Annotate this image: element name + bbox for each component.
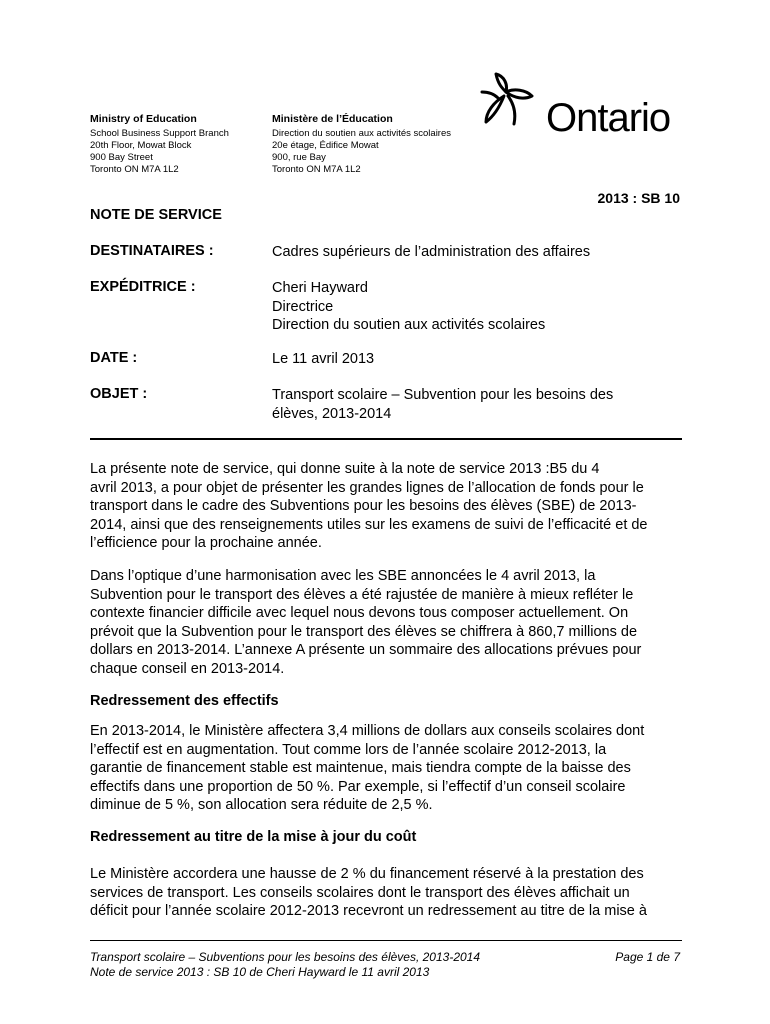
french-address-block	[272, 113, 451, 176]
from-line: Directrice	[272, 298, 334, 315]
paragraph-funding	[90, 567, 682, 678]
paragraph-cost-update	[90, 865, 682, 921]
ontario-wordmark: Ontario	[546, 96, 671, 140]
section-heading-enrolment: Redressement des effectifs	[90, 693, 279, 709]
text-line: prévoit que la Subvention pour le transport des élèves se chiffrera à 860,7 millions de	[90, 623, 638, 640]
text-line: garantie de financement stable est maintenue, mais tiendra compte de la baisse des	[90, 760, 631, 776]
footer-line: Note de service 2013 : SB 10 de Cheri Hayward le 11 avril 2013	[90, 964, 430, 979]
ministry-name-en: Ministry of Education	[90, 113, 197, 125]
text-line: contexte financier difficile avec lequel nous devons tous composer actuellement. On	[90, 605, 629, 621]
text-line: Le Ministère accordera une hausse de 2 % du financement réservé à la prestation des	[90, 866, 644, 882]
memo-title: NOTE DE SERVICE	[90, 207, 222, 223]
subject-value	[272, 386, 613, 423]
footer-divider	[90, 940, 682, 941]
text-line: services de transport. Les conseils scolaires dont le transport des élèves affichait un	[90, 884, 630, 901]
text-line: l’effectif est en augmentation. Tout comme lors de l’année scolaire 2012-2013, la	[90, 741, 607, 758]
address-line: 900 Bay Street	[90, 152, 153, 163]
address-line: School Business Support Branch	[90, 128, 229, 139]
date-value: Le 11 avril 2013	[272, 351, 375, 367]
address-line: 20e étage, Édifice Mowat	[272, 140, 379, 151]
date-label: DATE :	[90, 350, 138, 366]
footer-text	[90, 950, 480, 979]
english-address-block	[90, 113, 229, 176]
to-label: DESTINATAIRES :	[90, 243, 214, 259]
address-line: Direction du soutien aux activités scolaires	[272, 128, 452, 139]
ministry-name-fr: Ministère de l’Éducation	[272, 113, 393, 125]
from-line: Cheri Hayward	[272, 280, 368, 296]
to-value: Cadres supérieurs de l’administration des affaires	[272, 244, 591, 260]
text-line: diminue de 5 %, son allocation sera réduite de 2,5 %.	[90, 797, 433, 813]
subject-line: Transport scolaire – Subvention pour les besoins des	[272, 387, 614, 403]
subject-line: élèves, 2013-2014	[272, 405, 392, 422]
footer-line: Transport scolaire – Subventions pour les besoins des élèves, 2013-2014	[90, 950, 481, 964]
text-line: La présente note de service, qui donne suite à la note de service 2013 :B5 du 4	[90, 461, 600, 477]
address-line: Toronto ON M7A 1L2	[272, 164, 361, 175]
from-value	[272, 279, 545, 335]
address-line: 900, rue Bay	[272, 152, 326, 163]
text-line: avril 2013, a pour objet de présenter les grandes lignes de l’allocation de fonds pour le	[90, 479, 644, 496]
address-line: Toronto ON M7A 1L2	[90, 164, 179, 175]
text-line: 2014, ainsi que des renseignements utiles sur les examens de suivi de l’efficacité et de	[90, 516, 648, 533]
text-line: transport dans le cadre des Subventions pour les besoins des élèves (SBE) de 2013-	[90, 498, 637, 514]
section-heading-cost-update: Redressement au titre de la mise à jour du coût	[90, 829, 417, 845]
subject-label: OBJET :	[90, 386, 148, 402]
text-line: Dans l’optique d’une harmonisation avec les SBE annoncées le 4 avril 2013, la	[90, 568, 596, 584]
paragraph-enrolment	[90, 722, 682, 815]
address-line: 20th Floor, Mowat Block	[90, 140, 192, 151]
paragraph-intro	[90, 460, 682, 553]
memo-reference: 2013 : SB 10	[597, 190, 680, 206]
text-line: En 2013-2014, le Ministère affectera 3,4 millions de dollars aux conseils scolaires dont	[90, 723, 645, 739]
text-line: déficit pour l’année scolaire 2012-2013 recevront un redressement au titre de la mise à	[90, 903, 647, 919]
text-line: l’efficience pour la prochaine année.	[90, 535, 322, 551]
text-line: Subvention pour le transport des élèves a été rajustée de manière à mieux refléter le	[90, 586, 634, 603]
header-divider	[90, 438, 682, 440]
from-label: EXPÉDITRICE :	[90, 279, 196, 295]
ontario-logo	[474, 66, 686, 146]
trillium-icon	[474, 66, 554, 146]
page-number: Page 1 de 7	[615, 950, 680, 964]
text-line: dollars en 2013-2014. L’annexe A présente un sommaire des allocations prévues pour	[90, 642, 642, 658]
text-line: chaque conseil en 2013-2014.	[90, 660, 285, 677]
text-line: effectifs dans une proportion de 50 %. Par exemple, si l’effectif d’un conseil scolaire	[90, 778, 626, 795]
from-line: Direction du soutien aux activités scolaires	[272, 317, 546, 333]
